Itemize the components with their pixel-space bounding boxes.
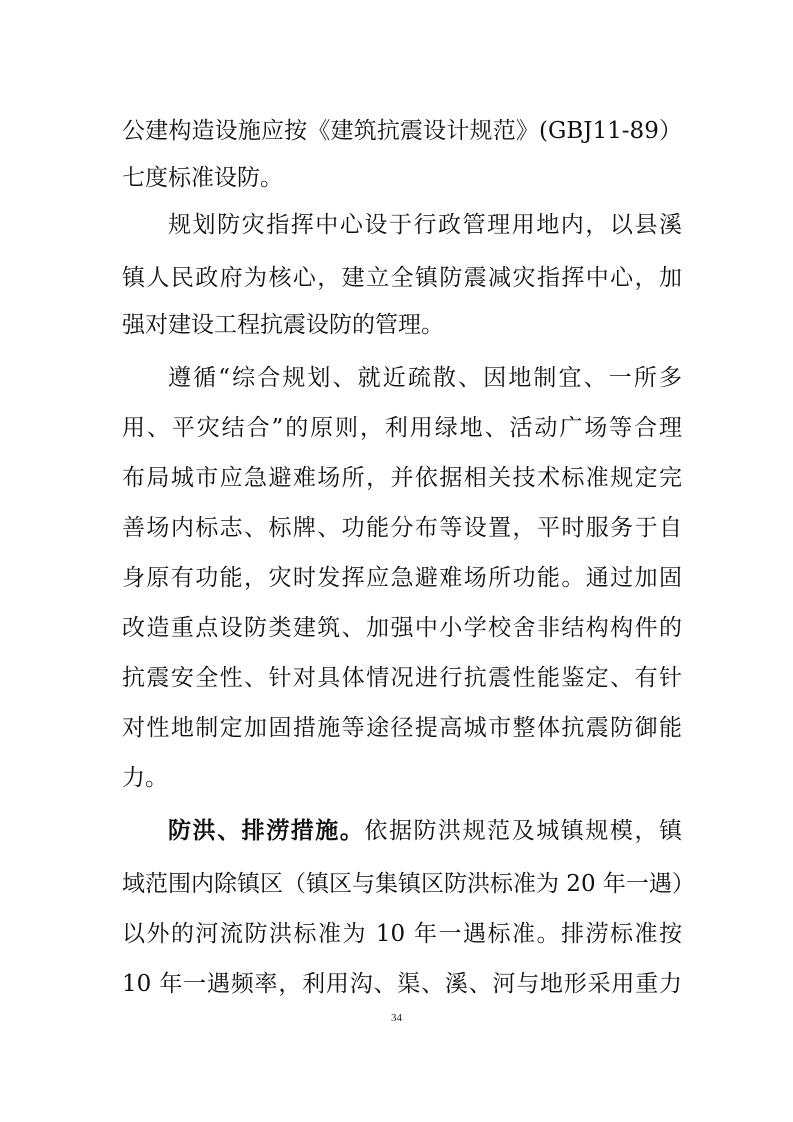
- text-line: 抗震安全性、针对具体情况进行抗震性能鉴定、有针: [122, 665, 682, 691]
- text-line: 力。: [122, 765, 168, 791]
- text-line: 善场内标志、标牌、功能分布等设置，平时服务于自: [122, 515, 682, 541]
- text-line: 域范围内除镇区（镇区与集镇区防洪标准为 20 年一遇）: [122, 871, 695, 897]
- text-line: [168, 816, 682, 846]
- text-line: 规划防灾指挥中心设于行政管理用地内，以县溪: [168, 212, 682, 238]
- section-heading: 防洪、排涝措施。: [168, 817, 365, 844]
- text-line: 身原有功能，灾时发挥应急避难场所功能。通过加固: [122, 565, 682, 591]
- text-line: 遵循“综合规划、就近疏散、因地制宜、一所多: [168, 365, 682, 391]
- text-line: 改造重点设防类建筑、加强中小学校舍非结构构件的: [122, 615, 682, 641]
- text-line: 布局城市应急避难场所，并依据相关技术标准规定完: [122, 465, 682, 491]
- text-line: 用、平灾结合”的原则，利用绿地、活动广场等合理: [122, 415, 682, 441]
- text-line: 强对建设工程抗震设防的管理。: [122, 312, 444, 338]
- text-line: 公建构造设施应按《建筑抗震设计规范》(GBJ11-89）: [122, 118, 682, 144]
- page-number: 34: [391, 1012, 402, 1024]
- text-run: 依据防洪规范及城镇规模，镇: [364, 818, 683, 844]
- text-line: 镇人民政府为核心，建立全镇防震减灾指挥中心，加: [122, 265, 682, 291]
- text-line: 10 年一遇频率，利用沟、渠、溪、河与地形采用重力: [122, 971, 682, 997]
- text-line: 以外的河流防洪标准为 10 年一遇标准。排涝标准按: [122, 921, 682, 947]
- text-line: 七度标准设防。: [122, 165, 283, 191]
- text-line: 对性地制定加固措施等途径提高城市整体抗震防御能: [122, 715, 682, 741]
